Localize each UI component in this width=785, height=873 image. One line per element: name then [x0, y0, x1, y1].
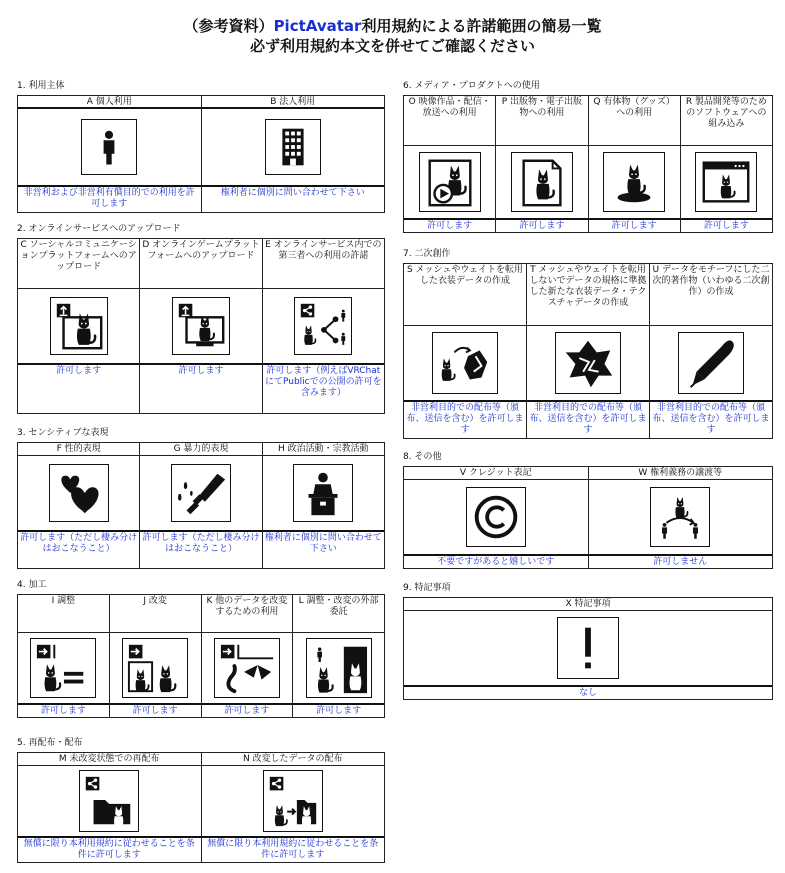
item-costume-reuse — [404, 264, 526, 438]
item-individual-use — [18, 96, 201, 212]
section-label: 5. 再配布・配布 — [17, 738, 83, 748]
item-unmodified-redistribution — [18, 753, 201, 862]
item-permission: 許可します（例えばVRChatにてPublicでの公開の許可を含みます） — [263, 363, 384, 413]
item-heading: N 改変したデータの配布 — [202, 753, 385, 766]
title-suffix: 利用規約による許諾範囲の簡易一覧 — [361, 17, 602, 35]
share-third-party-icon — [294, 297, 352, 355]
item-permission: 許可しません — [589, 554, 773, 568]
transfer-icon — [650, 487, 710, 547]
item-permission: 許可します — [293, 703, 384, 717]
section-grid — [403, 466, 773, 569]
copyright-icon — [466, 487, 526, 547]
goods-icon — [603, 152, 665, 212]
section-label: 6. メディア・プロダクトへの使用 — [403, 81, 540, 91]
item-heading: G 暴力的表現 — [140, 443, 261, 456]
item-heading: M 未改変状態での再配布 — [18, 753, 201, 766]
item-sexual-expression — [18, 443, 139, 568]
item-violent-expression — [139, 443, 261, 568]
item-social-upload — [18, 239, 139, 413]
item-permission: 許可します — [18, 363, 139, 413]
item-permission: 許可します — [496, 218, 587, 232]
item-permission: 権利者に個別に問い合わせて下さい — [202, 185, 385, 212]
item-permission: 非営利および非営利有償目的での利用を許可します — [18, 185, 201, 212]
item-permission: 許可します（ただし棲み分けはおこなうこと） — [18, 530, 139, 568]
item-outsourcing — [292, 595, 384, 717]
item-heading: A 個人利用 — [18, 96, 201, 109]
item-permission: 許可します — [404, 218, 495, 232]
item-third-party-license — [262, 239, 384, 413]
section-label: 7. 二次創作 — [403, 249, 451, 259]
section-grid — [17, 594, 385, 718]
item-heading: R 製品開発等のためのソフトウェアへの組み込み — [681, 96, 772, 146]
outsource-icon — [306, 638, 372, 698]
distribute-modified-icon — [263, 770, 323, 832]
item-heading: I 調整 — [18, 595, 109, 633]
item-heading: L 調整・改変の外部委託 — [293, 595, 384, 633]
item-software-embedding — [680, 96, 772, 232]
item-video-use — [404, 96, 495, 232]
section-label: 9. 特記事項 — [403, 583, 451, 593]
knife-icon — [171, 464, 231, 522]
item-heading: O 映像作品・配信・放送への利用 — [404, 96, 495, 146]
section-label: 3. センシティブな表現 — [17, 428, 109, 438]
new-costume-icon — [555, 332, 621, 394]
item-heading: Q 有体物（グッズ）への利用 — [589, 96, 680, 146]
item-heading: T メッシュやウェイトを転用しないでデータの規格に準拠した新たな衣装データ・テクスチャデータの作成 — [527, 264, 649, 326]
item-permission: 非営利目的での配布等（頒布、送信を含む）を許可します — [527, 400, 649, 438]
section-redistribution — [17, 738, 385, 863]
section-sensitive-expression — [17, 428, 385, 569]
section-media-products — [403, 81, 773, 233]
item-political-religious — [262, 443, 384, 568]
section-online-upload — [17, 224, 385, 414]
item-permission: 非営利目的での配布等（頒布、送信を含む）を許可します — [650, 400, 772, 438]
item-permission: 許可します（ただし棲み分けはおこなうこと） — [140, 530, 261, 568]
section-grid — [403, 95, 773, 233]
document-title-line1 — [0, 16, 785, 37]
item-heading: H 政治活動・宗教活動 — [263, 443, 384, 456]
item-heading: W 権利義務の譲渡等 — [589, 467, 773, 480]
section-label: 8. その他 — [403, 452, 442, 462]
exclamation-icon — [557, 617, 619, 679]
section-processing — [17, 580, 385, 718]
section-label: 2. オンラインサービスへのアップロード — [17, 224, 181, 234]
modify-icon — [122, 638, 188, 698]
section-usage-subject — [17, 81, 385, 213]
section-grid — [403, 263, 773, 439]
section-label: 1. 利用主体 — [17, 81, 65, 91]
item-heading: D オンラインゲームプラットフォームへのアップロード — [140, 239, 261, 289]
item-permission: 無償に限り本利用規約に従わせることを条件に許可します — [202, 836, 385, 862]
item-heading: J 改変 — [110, 595, 201, 633]
item-special-notes — [404, 598, 772, 699]
item-permission: 許可します — [589, 218, 680, 232]
item-credit-notation — [404, 467, 588, 568]
hearts-icon — [49, 464, 109, 522]
item-heading: V クレジット表記 — [404, 467, 588, 480]
item-heading: X 特記事項 — [404, 598, 772, 611]
podium-icon — [293, 464, 353, 522]
upload-game-icon — [172, 297, 230, 355]
publication-icon — [511, 152, 573, 212]
item-modified-distribution — [201, 753, 385, 862]
section-grid — [17, 238, 385, 414]
section-grid — [403, 597, 773, 700]
adjust-icon — [30, 638, 96, 698]
item-use-for-other-data — [201, 595, 293, 717]
video-icon — [419, 152, 481, 212]
section-grid — [17, 95, 385, 213]
item-heading: K 他のデータを改変するための利用 — [202, 595, 293, 633]
title-prefix: （参考資料） — [183, 17, 274, 35]
item-permission: 無償に限り本利用規約に従わせることを条件に許可します — [18, 836, 201, 862]
section-grid — [17, 752, 385, 863]
item-game-upload — [139, 239, 261, 413]
section-special-notes — [403, 583, 773, 700]
item-corporate-use — [201, 96, 385, 212]
section-grid — [17, 442, 385, 569]
building-icon — [265, 119, 321, 175]
item-heading: U データをモチーフにした二次的著作物（いわゆる二次創作）の作成 — [650, 264, 772, 326]
item-goods-use — [588, 96, 680, 232]
section-derivative-works — [403, 249, 773, 439]
item-heading: S メッシュやウェイトを転用した衣装データの作成 — [404, 264, 526, 326]
item-fan-work — [649, 264, 772, 438]
item-permission: 許可します — [18, 703, 109, 717]
costume-icon — [432, 332, 498, 394]
use-for-other-icon — [214, 638, 280, 698]
pen-icon — [678, 332, 744, 394]
person-icon — [81, 119, 137, 175]
redistribute-icon — [79, 770, 139, 832]
item-heading: E オンラインサービス内での第三者への利用の許諾 — [263, 239, 384, 289]
item-permission: なし — [404, 685, 772, 699]
item-permission: 許可します — [110, 703, 201, 717]
section-other — [403, 452, 773, 569]
item-heading: B 法人利用 — [202, 96, 385, 109]
item-permission: 許可します — [140, 363, 261, 413]
item-modification — [109, 595, 201, 717]
software-icon — [695, 152, 757, 212]
title-brand: PictAvatar — [273, 17, 362, 35]
item-heading: F 性的表現 — [18, 443, 139, 456]
item-new-costume — [526, 264, 649, 438]
item-adjustment — [18, 595, 109, 717]
upload-social-icon — [50, 297, 108, 355]
item-permission: 権利者に個別に問い合わせて下さい — [263, 530, 384, 568]
section-label: 4. 加工 — [17, 580, 47, 590]
item-heading: P 出版物・電子出版物への利用 — [496, 96, 587, 146]
item-permission: 不要ですがあると嬉しいです — [404, 554, 588, 568]
item-permission: 許可します — [202, 703, 293, 717]
item-permission: 許可します — [681, 218, 772, 232]
item-heading: C ソーシャルコミュニケーションプラットフォームへのアップロード — [18, 239, 139, 289]
item-permission: 非営利目的での配布等（頒布、送信を含む）を許可します — [404, 400, 526, 438]
item-publication-use — [495, 96, 587, 232]
document-title-line2: 必ず利用規約本文を併せてご確認ください — [249, 37, 535, 55]
item-rights-transfer — [588, 467, 773, 568]
